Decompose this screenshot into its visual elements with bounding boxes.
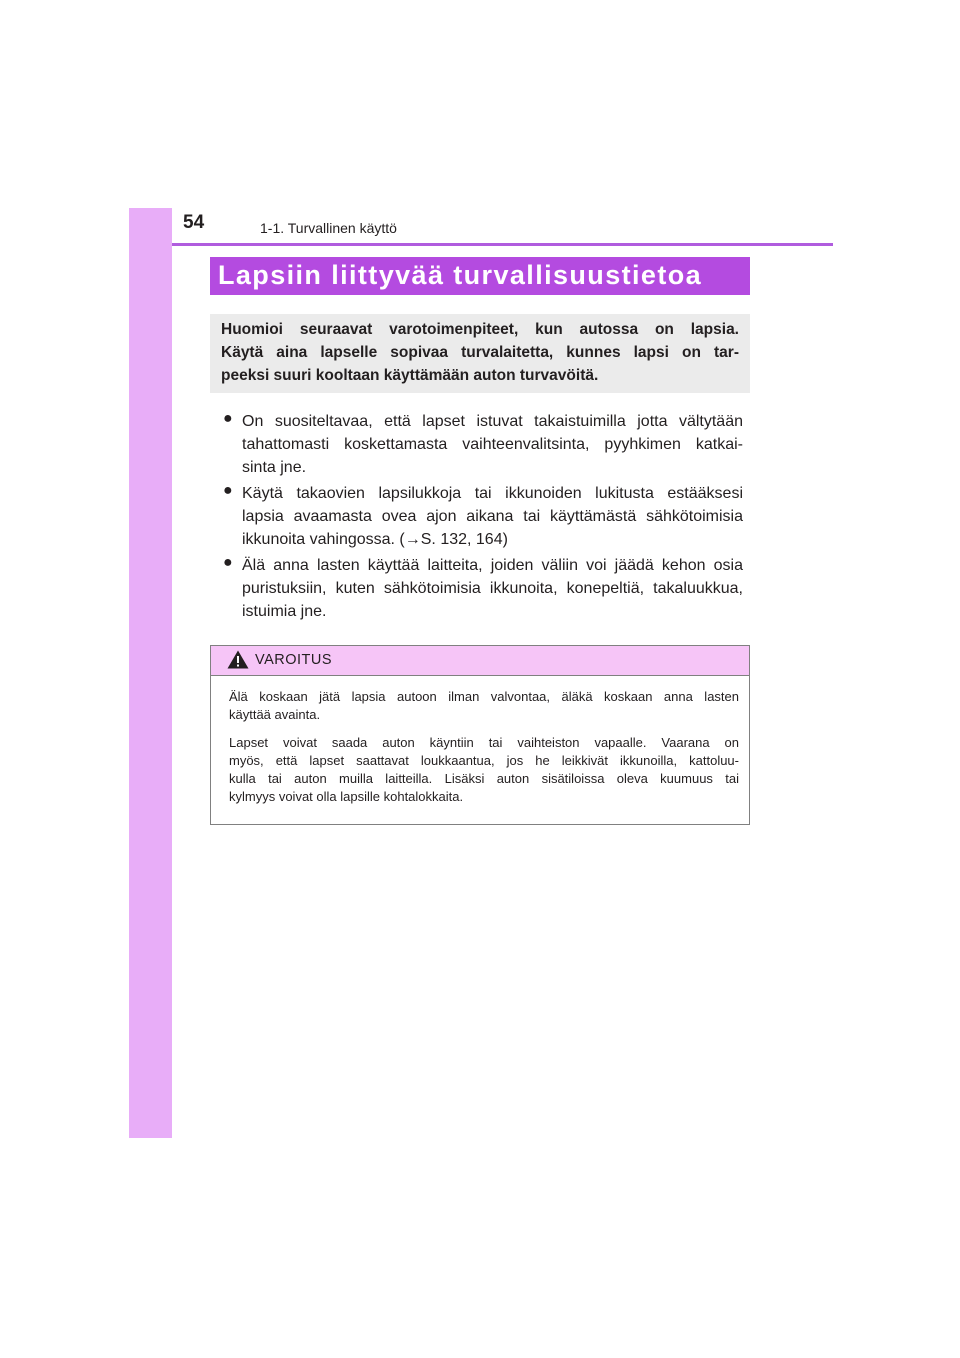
bullet-line: ikkunoita vahingossa. (→S. 132, 164) xyxy=(242,531,508,548)
bullet-icon: ● xyxy=(223,482,233,499)
bullet-line: On suositeltavaa, että lapset istuvat takaistuimilla jotta vältytään xyxy=(242,413,743,430)
bullet-icon: ● xyxy=(223,410,233,427)
intro-line: Käytä aina lapselle sopivaa turvalaitetta, kunnes lapsi on tar- xyxy=(221,344,739,361)
bullet-line: puristuksiin, kuten sähkötoimisia ikkunoita, konepeltiä, takaluukkua, xyxy=(242,580,743,597)
intro-box xyxy=(210,314,750,393)
warning-line: Älä koskaan jätä lapsia autoon ilman valvontaa, äläkä koskaan anna lasten xyxy=(229,689,739,704)
warning-line: kulla tai auton muilla laitteilla. Lisäksi auton sisätiloissa oleva kuumuus tai xyxy=(229,771,739,786)
page-number: 54 xyxy=(183,212,205,233)
warning-line: käyttää avainta. xyxy=(229,707,321,722)
bullet-line: sinta jne. xyxy=(242,459,307,476)
side-tab-strip xyxy=(129,208,172,1138)
bullet-line: Älä anna lasten käyttää laitteita, joiden väliin voi jäädä kehon osia xyxy=(242,557,743,574)
bullet-line: tahattomasti koskettamasta vaihteenvalitsinta, pyyhkimen katkai- xyxy=(242,436,743,453)
warning-line: Lapset voivat saada auton käyntiin tai vaihteiston vapaalle. Vaarana on xyxy=(229,735,739,750)
warning-title: VAROITUS xyxy=(255,652,333,668)
bullet-line: istuimia jne. xyxy=(242,603,327,620)
section-title-bar xyxy=(210,257,750,295)
warning-line: myös, että lapset saattavat loukkaantua, jos he leikkivät ikkunoilla, kattoluu- xyxy=(229,753,739,768)
bullet-line: Käytä takaovien lapsilukkoja tai ikkunoiden lukitusta estääksesi xyxy=(242,485,743,502)
warning-header xyxy=(211,646,749,676)
intro-line: Huomioi seuraavat varotoimenpiteet, kun autossa on lapsia. xyxy=(221,321,739,338)
chapter-title: 1-1. Turvallinen käyttö xyxy=(260,220,397,236)
warning-triangle-icon xyxy=(227,650,249,669)
warning-line: kylmyys voivat olla lapsille kohtalokkaita. xyxy=(229,789,464,804)
header-rule xyxy=(172,243,833,246)
intro-line: peeksi suuri kooltaan käyttämään auton turvavöitä. xyxy=(221,367,599,384)
bullet-line: lapsia avaamasta ovea ajon aikana tai käyttämästä sähkötoimisia xyxy=(242,508,743,525)
bullet-icon: ● xyxy=(223,554,233,571)
section-title: Lapsiin liittyvää turvallisuustietoa xyxy=(218,260,703,290)
warning-box xyxy=(210,645,750,825)
